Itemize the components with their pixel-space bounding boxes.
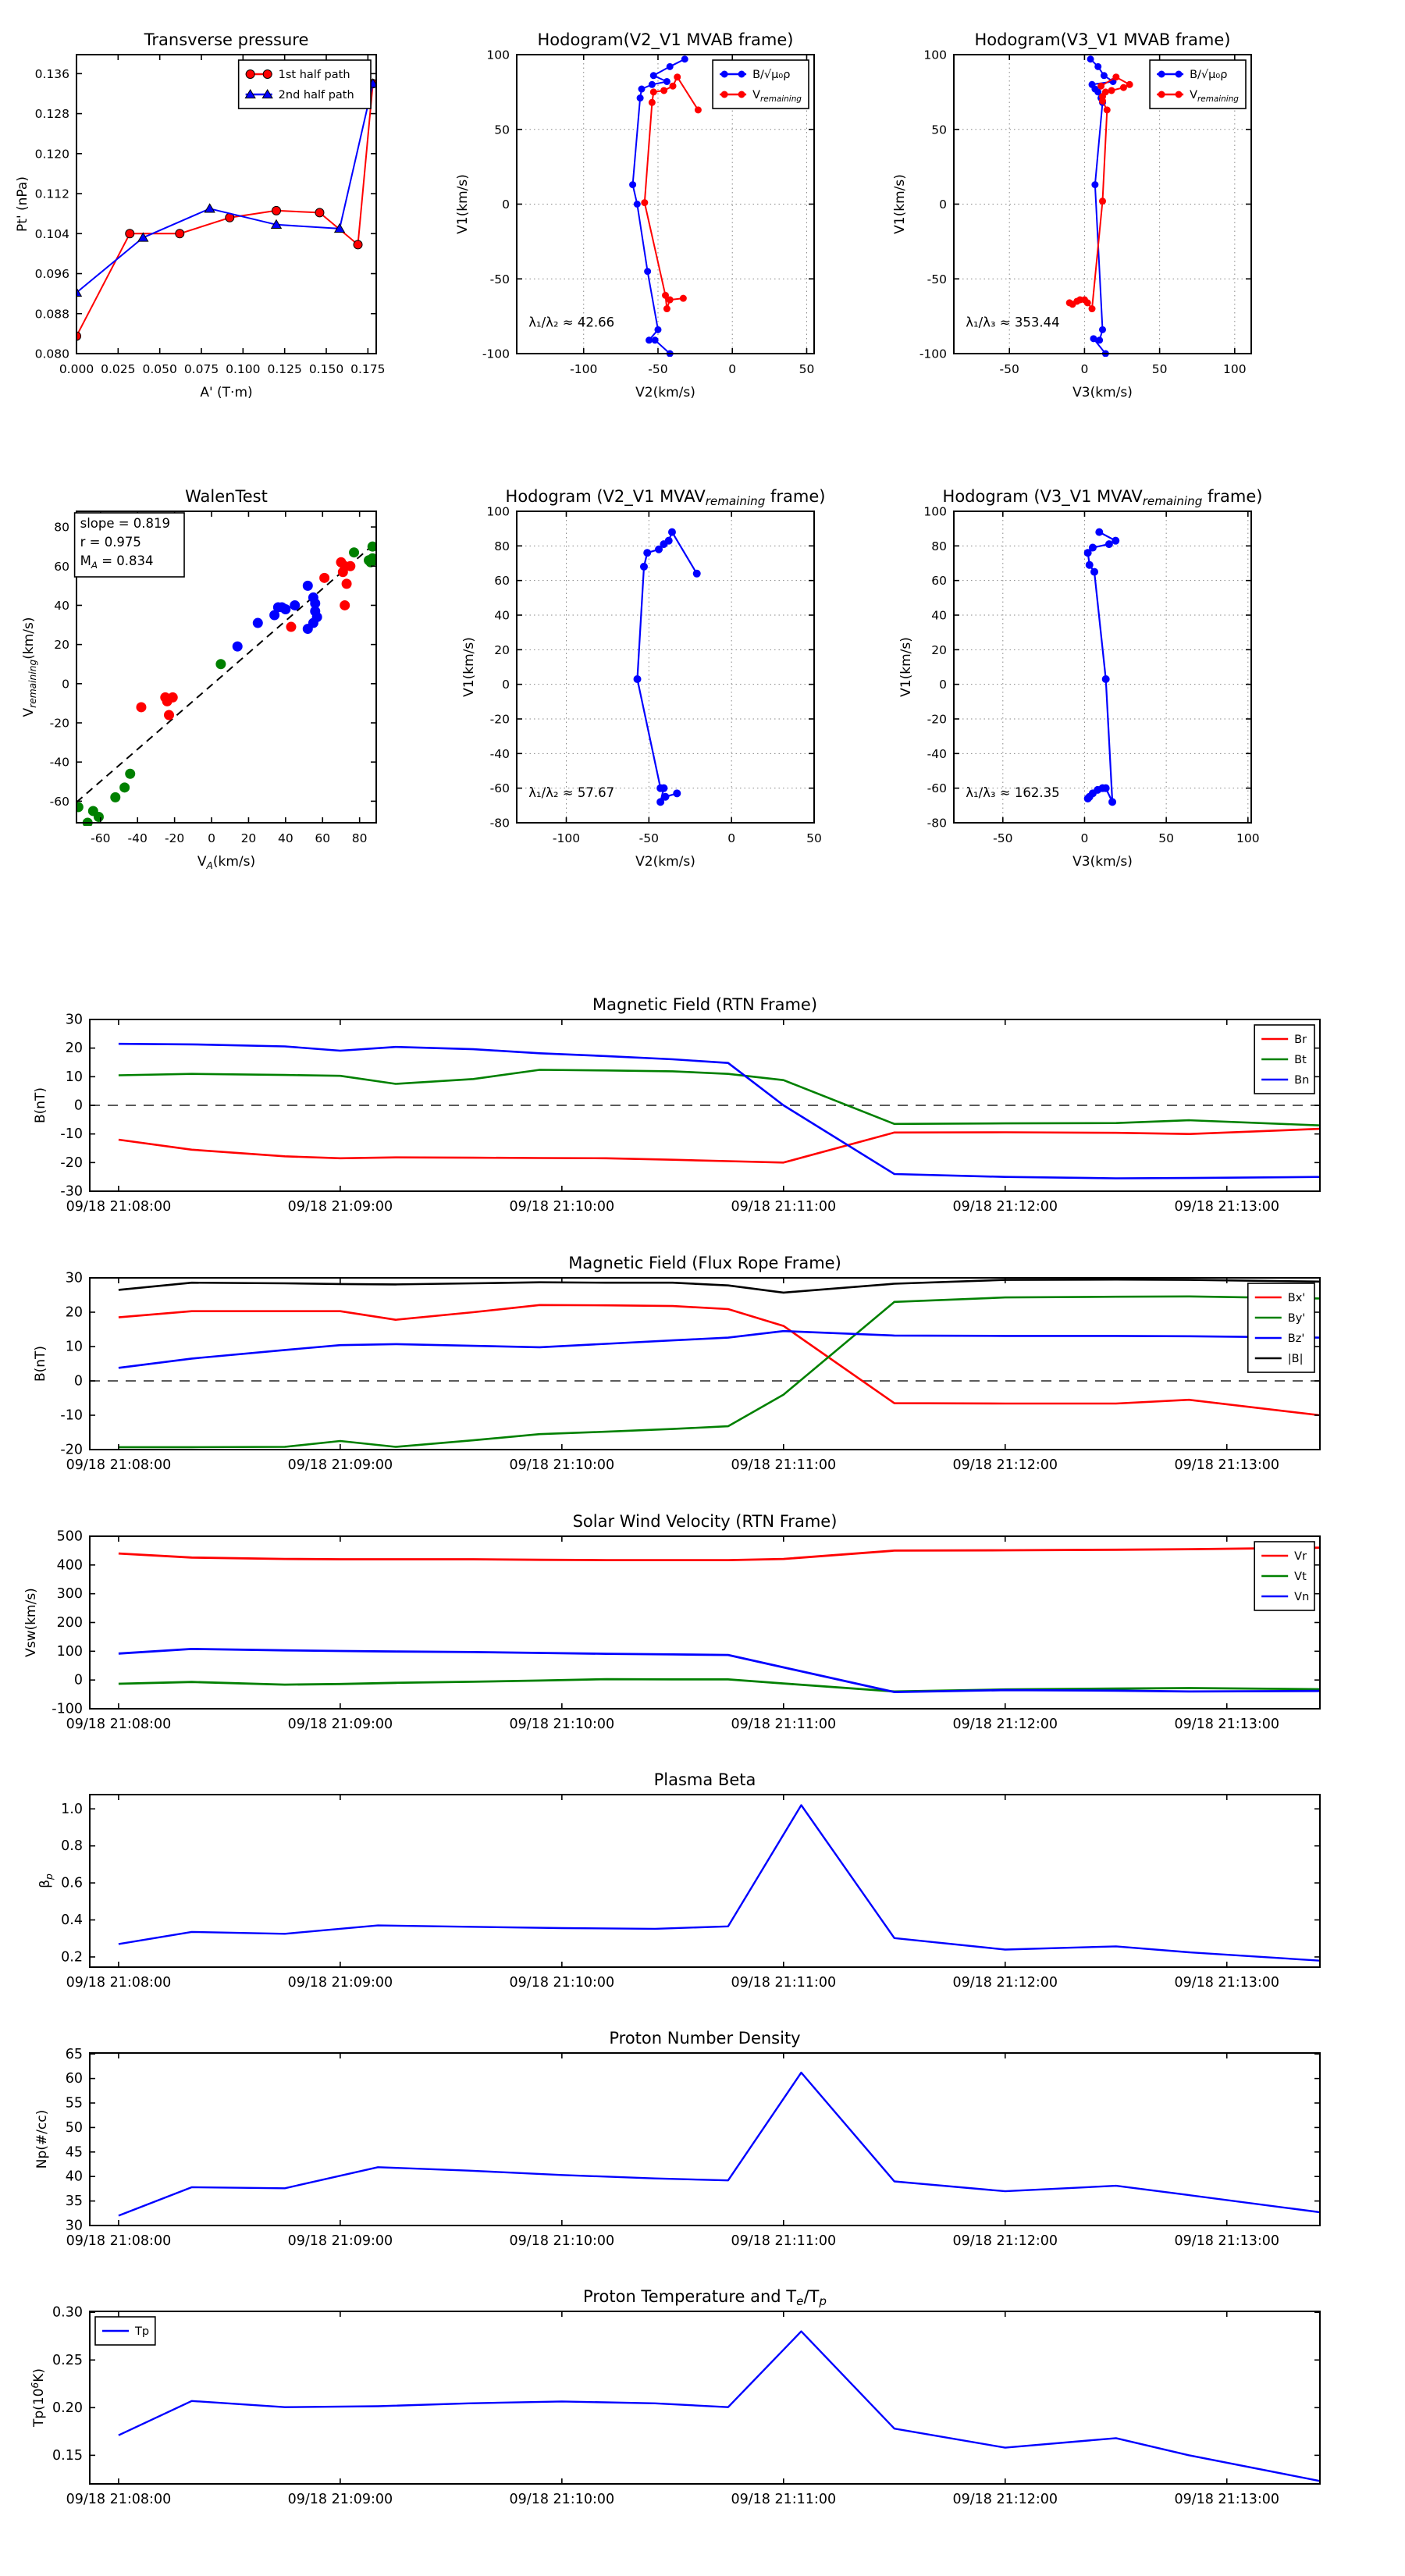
svg-text:-40: -40 <box>927 746 947 761</box>
svg-text:0.4: 0.4 <box>61 1912 83 1929</box>
svg-text:40: 40 <box>931 608 947 623</box>
svg-text:-80: -80 <box>927 816 947 831</box>
svg-text:40: 40 <box>277 831 293 845</box>
svg-text:0.088: 0.088 <box>34 307 69 322</box>
svg-text:09/18 21:13:00: 09/18 21:13:00 <box>1174 2492 1280 2507</box>
svg-text:80: 80 <box>931 539 947 553</box>
svg-text:09/18 21:10:00: 09/18 21:10:00 <box>509 1457 615 1473</box>
svg-text:B/√μ₀ρ: B/√μ₀ρ <box>752 69 791 81</box>
svg-text:-20: -20 <box>927 712 947 727</box>
chart-title: Magnetic Field (RTN Frame) <box>592 995 818 1014</box>
svg-text:0.120: 0.120 <box>34 147 69 162</box>
svg-text:Bz': Bz' <box>1287 1332 1305 1345</box>
svg-text:09/18 21:09:00: 09/18 21:09:00 <box>287 2233 393 2249</box>
svg-text:0.25: 0.25 <box>52 2352 83 2368</box>
svg-text:09/18 21:11:00: 09/18 21:11:00 <box>731 1975 837 1991</box>
svg-text:09/18 21:08:00: 09/18 21:08:00 <box>66 1199 172 1215</box>
svg-text:VA(km/s): $V_A(km/s)$ <box>197 854 256 871</box>
svg-text:300: 300 <box>56 1586 83 1603</box>
svg-text:-60: -60 <box>927 781 947 796</box>
svg-text:09/18 21:12:00: 09/18 21:12:00 <box>952 1199 1058 1215</box>
svg-text:-10: -10 <box>60 1407 83 1424</box>
svg-text:0.150: 0.150 <box>308 362 344 376</box>
svg-text:09/18 21:09:00: 09/18 21:09:00 <box>287 1457 393 1473</box>
svg-text:09/18 21:09:00: 09/18 21:09:00 <box>287 1717 393 1732</box>
svg-text:0.128: 0.128 <box>34 107 69 122</box>
svg-text:09/18 21:10:00: 09/18 21:10:00 <box>509 1717 615 1732</box>
svg-text:60: 60 <box>931 574 947 589</box>
svg-text:-20: -20 <box>49 716 69 731</box>
chart-hodogram-v3v1-mvav <box>898 487 1263 870</box>
svg-text:A' (T·m): A' (T·m) <box>200 385 253 400</box>
svg-text:40: 40 <box>54 598 69 613</box>
chart-title: Plasma Beta <box>653 1770 756 1789</box>
svg-text:09/18 21:13:00: 09/18 21:13:00 <box>1174 1975 1280 1991</box>
chart-title: Hodogram (V2_V1 MVAVremaining frame) <box>505 487 826 508</box>
svg-text:09/18 21:09:00: 09/18 21:09:00 <box>287 1199 393 1215</box>
svg-text:V1(km/s): V1(km/s) <box>455 174 471 234</box>
svg-text:200: 200 <box>56 1615 83 1631</box>
svg-text:0.025: 0.025 <box>101 362 136 376</box>
svg-text:-100: -100 <box>919 347 947 361</box>
svg-text:0.000: 0.000 <box>59 362 94 376</box>
svg-text:0: 0 <box>1080 362 1089 376</box>
svg-text:V1(km/s): V1(km/s) <box>892 174 908 234</box>
svg-text:0.15: 0.15 <box>52 2447 83 2464</box>
svg-text:Pt' (nPa): Pt' (nPa) <box>15 176 30 232</box>
svg-text:V1(km/s): V1(km/s) <box>898 637 914 697</box>
svg-text:80: 80 <box>54 520 69 535</box>
svg-text:09/18 21:12:00: 09/18 21:12:00 <box>952 1975 1058 1991</box>
svg-text:09/18 21:12:00: 09/18 21:12:00 <box>952 1717 1058 1732</box>
svg-text:Np(#/cc): Np(#/cc) <box>34 2109 50 2169</box>
svg-text:30: 30 <box>65 1270 83 1286</box>
svg-text:80: 80 <box>351 831 368 845</box>
svg-text:45: 45 <box>65 2144 83 2161</box>
svg-text:-60: -60 <box>49 794 69 809</box>
svg-text:V3(km/s): V3(km/s) <box>1072 854 1133 870</box>
svg-text:-50: -50 <box>489 272 510 286</box>
svg-text:10: 10 <box>65 1069 83 1085</box>
svg-text:0: 0 <box>73 1373 83 1389</box>
chart-hodogram-v3v1-mvab <box>892 30 1251 400</box>
svg-text:Vsw(km/s): Vsw(km/s) <box>23 1588 39 1657</box>
svg-text:09/18 21:12:00: 09/18 21:12:00 <box>952 1457 1058 1473</box>
chart-proton-number-density <box>34 2029 1320 2249</box>
chart-plasma-beta <box>37 1770 1320 1991</box>
svg-text:09/18 21:08:00: 09/18 21:08:00 <box>66 1457 172 1473</box>
svg-text:V3(km/s): V3(km/s) <box>1072 385 1133 400</box>
svg-text:0.100: 0.100 <box>226 362 261 376</box>
chart-title: Solar Wind Velocity (RTN Frame) <box>572 1512 838 1531</box>
svg-text:0: 0 <box>208 831 215 845</box>
svg-text:09/18 21:11:00: 09/18 21:11:00 <box>731 1717 837 1732</box>
svg-text:1.0: 1.0 <box>61 1801 83 1817</box>
svg-text:100: 100 <box>56 1643 83 1660</box>
svg-text:0.096: 0.096 <box>34 267 69 282</box>
svg-text:0.2: 0.2 <box>61 1949 83 1966</box>
svg-text:100: 100 <box>1223 362 1247 376</box>
svg-text:09/18 21:09:00: 09/18 21:09:00 <box>287 2492 393 2507</box>
svg-text:MA = 0.834: $M_A = 0.834$ <box>80 553 154 571</box>
svg-text:60: 60 <box>65 2071 83 2087</box>
svg-text:100: 100 <box>486 48 510 62</box>
svg-text:1st half path: 1st half path <box>278 69 350 81</box>
svg-text:09/18 21:08:00: 09/18 21:08:00 <box>66 2492 172 2507</box>
svg-text:09/18 21:08:00: 09/18 21:08:00 <box>66 2233 172 2249</box>
svg-text:500: 500 <box>56 1528 83 1545</box>
svg-text:Tp: Tp <box>135 2325 150 2338</box>
svg-text:-80: -80 <box>489 816 510 831</box>
chart-walen-test <box>21 487 376 871</box>
svg-text:Vt: Vt <box>1294 1571 1307 1583</box>
svg-text:βp: $\beta_p$ <box>37 1873 55 1888</box>
svg-text:λ₁/λ₂ ≈ 42.66: λ₁/λ₂ ≈ 42.66 <box>528 315 615 330</box>
svg-text:-30: -30 <box>60 1183 83 1200</box>
svg-text:V1(km/s): V1(km/s) <box>461 637 477 697</box>
svg-text:-10: -10 <box>60 1126 83 1143</box>
svg-text:0: 0 <box>939 197 947 212</box>
chart-solar-wind-velocity <box>23 1512 1320 1732</box>
svg-text:20: 20 <box>931 642 947 657</box>
chart-title: Hodogram(V3_V1 MVAB frame) <box>974 30 1231 49</box>
svg-text:20: 20 <box>65 1041 83 1057</box>
chart-magnetic-field-rtn <box>33 995 1320 1215</box>
svg-text:09/18 21:13:00: 09/18 21:13:00 <box>1174 2233 1280 2249</box>
svg-text:60: 60 <box>494 574 510 589</box>
chart-transverse-pressure <box>15 30 386 400</box>
svg-text:09/18 21:11:00: 09/18 21:11:00 <box>731 1457 837 1473</box>
chart-hodogram-v2v1-mvab <box>455 30 815 400</box>
svg-text:-60: -60 <box>91 831 111 845</box>
svg-text:50: 50 <box>799 362 815 376</box>
chart-title: Proton Number Density <box>609 2029 801 2048</box>
svg-text:0: 0 <box>727 831 736 845</box>
svg-text:50: 50 <box>1151 362 1168 376</box>
svg-text:55: 55 <box>65 2095 83 2112</box>
svg-text:B(nT): B(nT) <box>33 1345 48 1382</box>
svg-text:0.30: 0.30 <box>52 2304 83 2321</box>
svg-text:0: 0 <box>502 197 510 212</box>
svg-text:50: 50 <box>931 123 947 137</box>
svg-text:-100: -100 <box>570 362 598 376</box>
svg-text:0.104: 0.104 <box>34 226 69 241</box>
chart-title: Hodogram (V3_V1 MVAVremaining frame) <box>942 487 1263 508</box>
chart-hodogram-v2v1-mvav <box>461 487 826 870</box>
svg-text:09/18 21:10:00: 09/18 21:10:00 <box>509 2233 615 2249</box>
svg-text:09/18 21:10:00: 09/18 21:10:00 <box>509 1199 615 1215</box>
svg-text:09/18 21:13:00: 09/18 21:13:00 <box>1174 1457 1280 1473</box>
svg-text:09/18 21:08:00: 09/18 21:08:00 <box>66 1975 172 1991</box>
svg-text:100: 100 <box>923 504 947 519</box>
svg-text:09/18 21:10:00: 09/18 21:10:00 <box>509 2492 615 2507</box>
svg-text:-50: -50 <box>648 362 668 376</box>
svg-text:65: 65 <box>65 2046 83 2062</box>
svg-text:20: 20 <box>494 642 510 657</box>
svg-text:30: 30 <box>65 2218 83 2234</box>
svg-text:B/√μ₀ρ: B/√μ₀ρ <box>1190 69 1228 81</box>
svg-text:400: 400 <box>56 1557 83 1574</box>
svg-text:40: 40 <box>494 608 510 623</box>
svg-text:09/18 21:11:00: 09/18 21:11:00 <box>731 2233 837 2249</box>
svg-text:V2(km/s): V2(km/s) <box>635 854 695 870</box>
svg-text:r = 0.975: r = 0.975 <box>80 534 141 550</box>
svg-text:10: 10 <box>65 1339 83 1355</box>
svg-text:09/18 21:12:00: 09/18 21:12:00 <box>952 2492 1058 2507</box>
svg-text:0.6: 0.6 <box>61 1875 83 1891</box>
svg-text:λ₁/λ₂ ≈ 57.67: λ₁/λ₂ ≈ 57.67 <box>528 785 615 801</box>
svg-text:B(nT): B(nT) <box>33 1087 48 1124</box>
svg-text:-20: -20 <box>164 831 185 845</box>
svg-text:Br: Br <box>1294 1034 1307 1046</box>
svg-text:|B|: |B| <box>1287 1353 1304 1365</box>
svg-text:0.20: 0.20 <box>52 2400 83 2416</box>
svg-text:35: 35 <box>65 2194 83 2210</box>
svg-text:09/18 21:13:00: 09/18 21:13:00 <box>1174 1199 1280 1215</box>
svg-text:Vremaining: $V_{remaining}$ <box>1190 89 1239 104</box>
svg-text:20: 20 <box>54 638 69 653</box>
svg-text:09/18 21:13:00: 09/18 21:13:00 <box>1174 1717 1280 1732</box>
svg-text:100: 100 <box>923 48 947 62</box>
svg-text:30: 30 <box>65 1012 83 1028</box>
svg-text:Vn: Vn <box>1294 1591 1310 1603</box>
svg-text:Bx': Bx' <box>1287 1292 1306 1304</box>
svg-text:50: 50 <box>494 123 510 137</box>
svg-text:20: 20 <box>240 831 257 845</box>
svg-text:50: 50 <box>65 2119 83 2136</box>
svg-text:-40: -40 <box>49 755 69 770</box>
svg-text:By': By' <box>1287 1312 1306 1325</box>
chart-title: Hodogram(V2_V1 MVAB frame) <box>537 30 794 49</box>
svg-text:60: 60 <box>54 559 69 574</box>
svg-text:40: 40 <box>65 2169 83 2185</box>
svg-text:Bn: Bn <box>1294 1074 1310 1087</box>
svg-text:Vremaining: $V_{remaining}$ <box>752 89 802 104</box>
svg-text:-100: -100 <box>52 1701 83 1717</box>
svg-text:-50: -50 <box>927 272 947 286</box>
svg-text:-40: -40 <box>127 831 148 845</box>
svg-text:Tp(106K): $Tp(10^6K)$ <box>30 2368 47 2428</box>
svg-text:20: 20 <box>65 1304 83 1321</box>
svg-text:-50: -50 <box>638 831 659 845</box>
svg-text:slope = 0.819: slope = 0.819 <box>80 515 171 531</box>
svg-text:2nd half path: 2nd half path <box>278 89 354 101</box>
svg-text:60: 60 <box>315 831 331 845</box>
chart-magnetic-field-flux-rope <box>33 1254 1320 1473</box>
svg-text:0.080: 0.080 <box>34 347 69 361</box>
svg-text:-20: -20 <box>60 1155 83 1171</box>
svg-text:0.050: 0.050 <box>142 362 177 376</box>
svg-text:0: 0 <box>62 677 69 692</box>
chart-proton-temperature <box>30 2287 1320 2507</box>
svg-text:09/18 21:10:00: 09/18 21:10:00 <box>509 1975 615 1991</box>
svg-text:50: 50 <box>806 831 822 845</box>
svg-text:0: 0 <box>73 1672 83 1688</box>
svg-text:0.125: 0.125 <box>267 362 302 376</box>
svg-text:-100: -100 <box>482 347 510 361</box>
svg-text:λ₁/λ₃ ≈ 162.35: λ₁/λ₃ ≈ 162.35 <box>966 785 1060 801</box>
svg-text:0: 0 <box>939 678 947 692</box>
svg-text:-100: -100 <box>552 831 581 845</box>
svg-text:Vr: Vr <box>1294 1550 1307 1563</box>
svg-text:0.175: 0.175 <box>350 362 386 376</box>
svg-text:09/18 21:08:00: 09/18 21:08:00 <box>66 1717 172 1732</box>
chart-title: Magnetic Field (Flux Rope Frame) <box>568 1254 841 1272</box>
svg-text:100: 100 <box>486 504 510 519</box>
svg-text:0.112: 0.112 <box>34 187 69 201</box>
svg-text:-20: -20 <box>489 712 510 727</box>
svg-text:-50: -50 <box>999 362 1019 376</box>
svg-text:80: 80 <box>494 539 510 553</box>
svg-text:-50: -50 <box>993 831 1013 845</box>
svg-text:Vremaining(km/s): $V_{remaining}(km/s)$ <box>21 617 38 717</box>
svg-text:Bt: Bt <box>1294 1054 1307 1066</box>
svg-text:50: 50 <box>1158 831 1175 845</box>
svg-text:-40: -40 <box>489 746 510 761</box>
svg-text:-20: -20 <box>60 1442 83 1458</box>
svg-text:0: 0 <box>502 678 510 692</box>
svg-text:0.075: 0.075 <box>183 362 219 376</box>
chart-title: Proton Temperature and Te/Tp <box>583 2287 827 2308</box>
svg-text:100: 100 <box>1236 831 1260 845</box>
svg-text:0: 0 <box>1080 831 1089 845</box>
svg-text:09/18 21:12:00: 09/18 21:12:00 <box>952 2233 1058 2249</box>
chart-title: Transverse pressure <box>144 30 309 49</box>
chart-title: WalenTest <box>185 487 268 506</box>
svg-text:0: 0 <box>728 362 737 376</box>
svg-text:0.136: 0.136 <box>34 66 69 81</box>
svg-text:09/18 21:11:00: 09/18 21:11:00 <box>731 2492 837 2507</box>
svg-text:09/18 21:09:00: 09/18 21:09:00 <box>287 1975 393 1991</box>
svg-text:0.8: 0.8 <box>61 1838 83 1855</box>
svg-text:-60: -60 <box>489 781 510 796</box>
svg-text:0: 0 <box>73 1098 83 1114</box>
svg-text:λ₁/λ₃ ≈ 353.44: λ₁/λ₃ ≈ 353.44 <box>966 315 1060 330</box>
svg-text:V2(km/s): V2(km/s) <box>635 385 695 400</box>
svg-text:09/18 21:11:00: 09/18 21:11:00 <box>731 1199 837 1215</box>
